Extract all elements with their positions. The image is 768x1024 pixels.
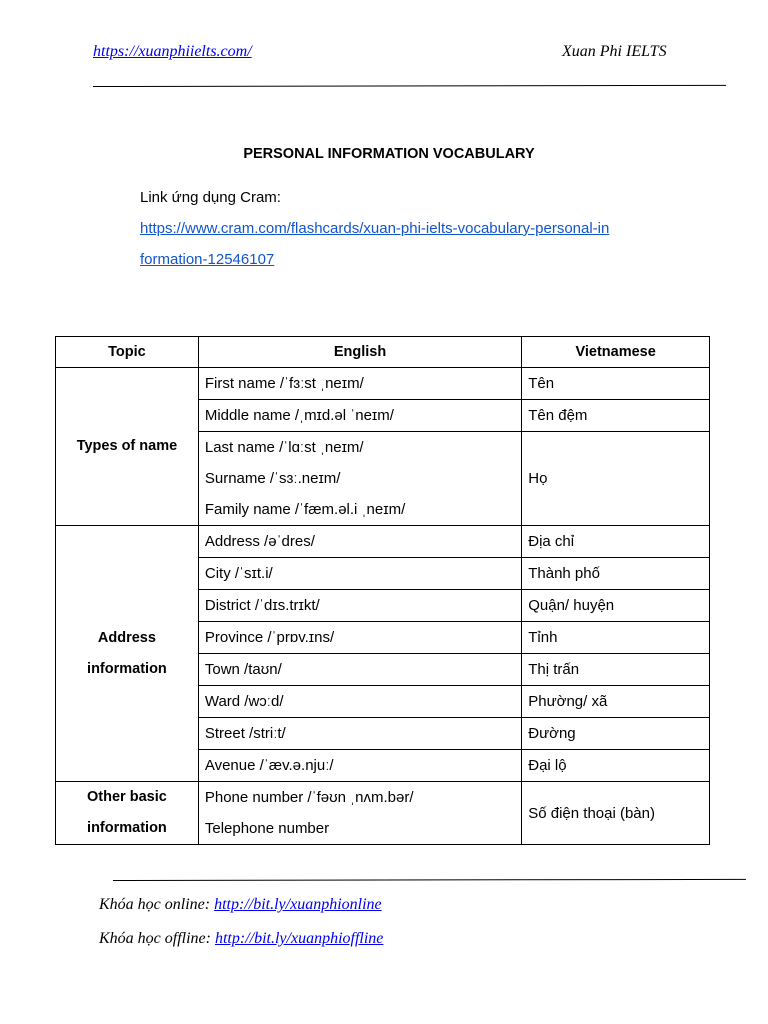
vietnamese-cell: Đại lộ <box>522 750 710 782</box>
vocabulary-table <box>55 336 710 845</box>
english-term: Surname /ˈsɜː.neɪm/ <box>204 470 341 487</box>
column-header-vietnamese: Vietnamese <box>522 337 710 368</box>
footer-online-course <box>99 896 382 914</box>
footer-divider <box>113 879 746 881</box>
table-header-row <box>56 337 710 368</box>
vietnamese-cell: Thành phố <box>522 558 710 590</box>
topic-cell-other-basic-information <box>56 782 199 845</box>
topic-label: Address <box>97 629 156 646</box>
brand-name: Xuan Phi IELTS <box>562 43 667 60</box>
english-cell: Middle name /ˌmɪd.əl ˈneɪm/ <box>198 400 521 432</box>
footer-offline-course <box>99 930 383 948</box>
vietnamese-cell: Địa chỉ <box>522 526 710 558</box>
english-cell: Street /striːt/ <box>198 718 521 750</box>
table-row <box>56 782 710 845</box>
vietnamese-cell: Tên <box>522 368 710 400</box>
vietnamese-cell: Thị trấn <box>522 654 710 686</box>
english-term: Telephone number <box>204 820 330 837</box>
vietnamese-cell: Đường <box>522 718 710 750</box>
topic-cell-address-information <box>56 526 199 782</box>
vietnamese-cell: Tỉnh <box>522 622 710 654</box>
offline-course-link[interactable]: http://bit.ly/xuanphioffline <box>214 930 384 947</box>
english-cell: Avenue /ˈæv.ə.njuː/ <box>198 750 521 782</box>
vietnamese-cell: Quận/ huyện <box>522 590 710 622</box>
topic-label: Types of name <box>76 438 178 454</box>
english-cell: City /ˈsɪt.i/ <box>198 558 521 590</box>
column-header-english: English <box>198 337 521 368</box>
vietnamese-cell: Họ <box>522 432 710 526</box>
table-row <box>56 526 710 558</box>
online-course-label: Khóa học online: <box>99 896 215 913</box>
header-divider <box>93 85 726 87</box>
english-cell: District /ˈdɪs.trɪkt/ <box>198 590 521 622</box>
topic-label: information <box>87 820 167 836</box>
cram-link[interactable]: https://www.cram.com/flashcards/xuan-phi-ielts-vocabulary-personal-in <box>140 220 610 237</box>
english-cell: Town /taʊn/ <box>198 654 521 686</box>
offline-course-label: Khóa học offline: <box>99 930 215 947</box>
vietnamese-cell: Tên đệm <box>522 400 710 432</box>
website-link[interactable]: https://xuanphiielts.com/ <box>93 43 252 60</box>
english-cell <box>198 782 521 845</box>
english-term: Last name /ˈlɑːst ˌneɪm/ <box>204 439 364 456</box>
topic-cell-types-of-name <box>56 368 199 526</box>
column-header-topic: Topic <box>56 337 199 368</box>
english-cell <box>198 432 521 526</box>
cram-label: Link ứng dụng Cram: <box>140 189 281 206</box>
cram-link-continued[interactable]: formation-12546107 <box>140 251 275 268</box>
page-title: PERSONAL INFORMATION VOCABULARY <box>243 146 535 162</box>
english-term: Phone number /ˈfəʊn ˌnʌm.bər/ <box>204 789 414 806</box>
english-cell: Address /əˈdres/ <box>198 526 521 558</box>
vietnamese-cell: Số điện thoại (bàn) <box>522 782 710 845</box>
english-cell: Province /ˈprɒv.ɪns/ <box>198 622 521 654</box>
english-cell: First name /ˈfɜːst ˌneɪm/ <box>198 368 521 400</box>
table-row <box>56 368 710 400</box>
vietnamese-cell: Phường/ xã <box>522 686 710 718</box>
topic-label: information <box>87 660 167 677</box>
topic-label: Other basic <box>87 789 167 805</box>
english-cell: Ward /wɔːd/ <box>198 686 521 718</box>
english-term: Family name /ˈfæm.əl.i ˌneɪm/ <box>204 501 406 518</box>
online-course-link[interactable]: http://bit.ly/xuanphionline <box>214 896 382 913</box>
